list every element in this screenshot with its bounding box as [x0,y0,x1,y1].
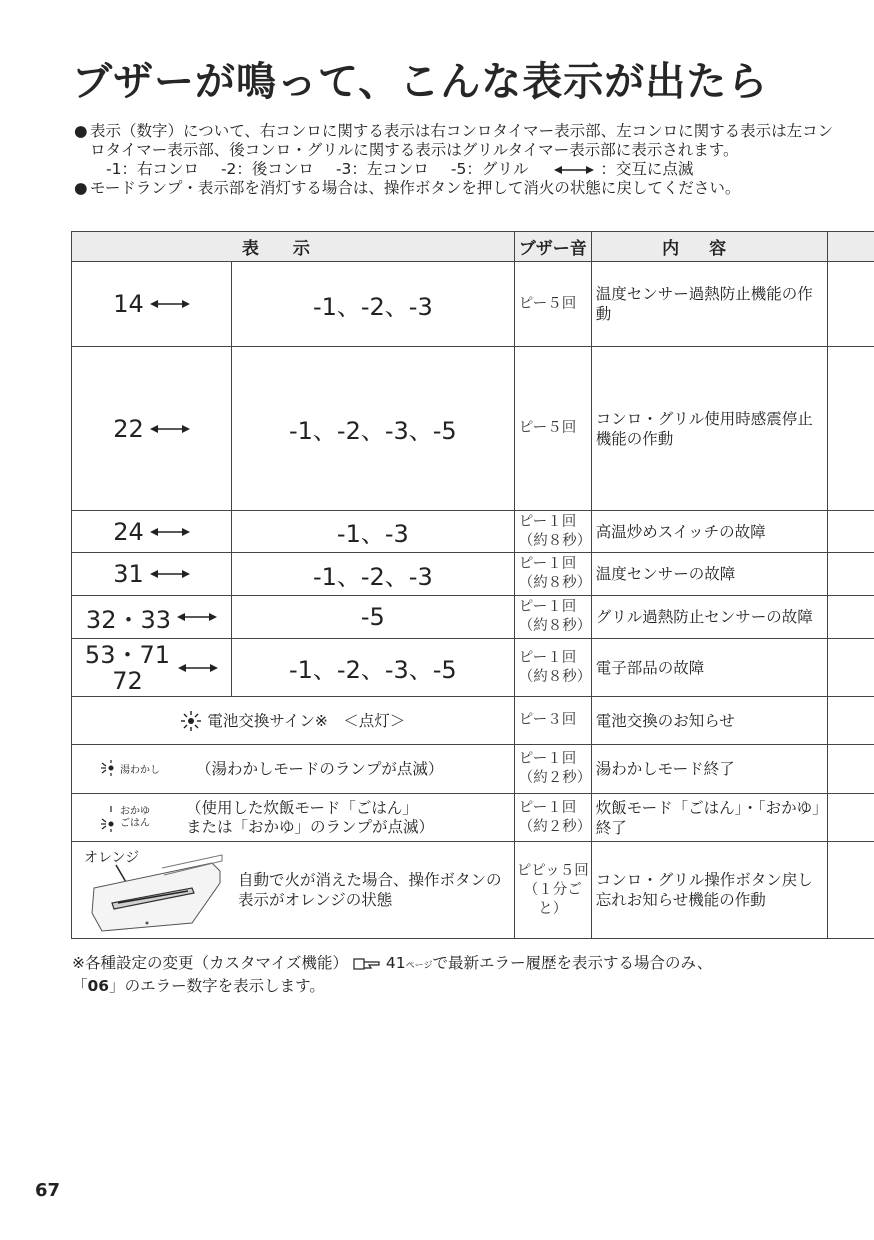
error-content: コンロ・グリル操作ボタン戻し忘れお知らせ機能の作動 [591,842,827,939]
legend-grill: -5：グリル [450,160,529,178]
note-1-text: 表示（数字）について、右コンロに関する表示は右コンロタイマー表示部、左コンロに関する表示は左コンロタイマー表示部、後コンロ・グリルに関する表示はグリルタイマー表示部に表示されます。 [90,122,834,159]
battery-desc: 電池交換サイン※ ＜点灯＞ [207,711,406,730]
double-arrow-icon [150,423,190,435]
footnote-text-b: で最新エラー履歴を表示する場合のみ、 [432,954,713,972]
error-content: 温度センサーの故障 [591,553,827,596]
battery-desc-cell [72,697,515,745]
buzzer-sound: ピー３回 [514,697,591,745]
extra-cell [827,842,874,939]
page-number: 67 [35,1180,61,1201]
bullet: ● [74,179,88,197]
buzzer-sound: ピー５回 [514,347,591,511]
legend-right: -1：右コンロ [106,160,199,178]
table-row [72,842,874,939]
extra-cell [827,596,874,639]
table-row [72,639,874,697]
header-display: 表示 [72,232,515,262]
extra-cell [827,553,874,596]
error-code: 53・71 72 [72,639,232,697]
error-code: 24 [72,511,232,553]
error-display: -1、-3 [231,511,514,553]
table-header [72,232,874,262]
error-content: 温度センサー過熱防止機能の作動 [591,262,827,347]
double-arrow-icon [177,611,217,623]
note-2 [74,179,844,198]
buzzer-sound: ピピッ５回 （１分ごと） [514,842,591,939]
rice-desc-cell [72,794,515,842]
footnote-code: 06 [87,977,110,995]
buzzer-sound: ピー１回（約８秒） [514,596,591,639]
extra-cell [827,745,874,794]
extra-cell [827,697,874,745]
header-content: 内容 [591,232,827,262]
error-display: -1、-2、-3、-5 [231,639,514,697]
reference-page: 41 [385,954,406,972]
extra-cell [827,347,874,511]
bullet: ● [74,122,88,140]
extra-cell [827,794,874,842]
header-extra [827,232,874,262]
note-1 [74,122,844,160]
page-title: ブザーが鳴って、こんな表示が出たら [72,59,769,105]
orange-label: オレンジ [84,849,140,866]
error-code: 22 [72,347,232,511]
orange-desc: 自動で火が消えた場合、操作ボタンの表示がオレンジの状態 [238,871,502,909]
error-content: 電池交換のお知らせ [591,697,827,745]
kettle-desc-cell [72,745,515,794]
kettle-desc: （湯わかしモードのランプが点滅） [196,760,444,778]
blinking-lamp-icon [100,803,116,833]
table-row [72,794,874,842]
reference-unit: ページ [405,961,433,971]
reference-hand-icon [353,957,381,971]
okayu-lamp-label: おかゆ [120,805,150,817]
legend [74,160,844,179]
error-content: コンロ・グリル使用時感震停止機能の作動 [591,347,827,511]
double-arrow-icon [150,526,190,538]
error-content: グリル過熱防止センサーの故障 [591,596,827,639]
error-table [71,231,874,939]
error-display: -1、-2、-3 [231,553,514,596]
footnote: ※各種設定の変更（カスタマイズ機能） 41ページで最新エラー履歴を表示する場合のみ、 「06」のエラー数字を表示します。 [72,954,713,995]
table-row [72,697,874,745]
error-code: 14 [72,262,232,347]
table-row [72,511,874,553]
kettle-lamp-label: 湯わかし [120,764,160,776]
table-row [72,347,874,511]
table-row [72,596,874,639]
buzzer-sound: ピー１回 （約２秒） [514,794,591,842]
buzzer-sound: ピー１回（約８秒） [514,511,591,553]
buzzer-sound: ピー１回 （約２秒） [514,745,591,794]
error-code: 32・33 [72,596,232,639]
double-arrow-icon [554,164,594,176]
buzzer-sound: ピー１回（約８秒） [514,639,591,697]
error-code: 31 [72,553,232,596]
error-content: 高温炒めスイッチの故障 [591,511,827,553]
extra-cell [827,639,874,697]
extra-cell [827,511,874,553]
error-display: -1、-2、-3 [231,262,514,347]
table-row [72,745,874,794]
legend-alternate: ：交互に点滅 [600,160,694,178]
note-2-text: モードランプ・表示部を消灯する場合は、操作ボタンを押して消火の状態に戻してください。 [90,179,741,197]
notes-section [74,122,844,198]
rice-desc-a: （使用した炊飯モード「ごはん」 [186,798,418,817]
battery-sign-icon [180,710,202,732]
error-display: -1、-2、-3、-5 [231,347,514,511]
gohan-lamp-label: ごはん [120,817,150,829]
error-content: 炊飯モード「ごはん」・「おかゆ」終了 [591,794,827,842]
header-buzzer: ブザー音 [514,232,591,262]
button-panel-icon [72,843,232,938]
legend-left: -3：左コンロ [335,160,429,178]
double-arrow-icon [150,568,190,580]
control-button-illustration [72,843,232,938]
footnote-text-c: 」のエラー数字を表示します。 [109,977,325,995]
error-display: -5 [231,596,514,639]
error-content: 湯わかしモード終了 [591,745,827,794]
buzzer-sound: ピー５回 [514,262,591,347]
extra-cell [827,262,874,347]
buzzer-sound: ピー１回（約８秒） [514,553,591,596]
orange-desc-cell [72,842,515,939]
table-row [72,553,874,596]
table-row [72,262,874,347]
double-arrow-icon [178,662,218,674]
rice-desc-b: または「おかゆ」のランプが点滅） [186,817,435,836]
blinking-lamp-icon [100,759,116,777]
double-arrow-icon [150,298,190,310]
legend-rear: -2：後コンロ [220,160,314,178]
error-content: 電子部品の故障 [591,639,827,697]
footnote-text-a: ※各種設定の変更（カスタマイズ機能） [72,954,349,972]
